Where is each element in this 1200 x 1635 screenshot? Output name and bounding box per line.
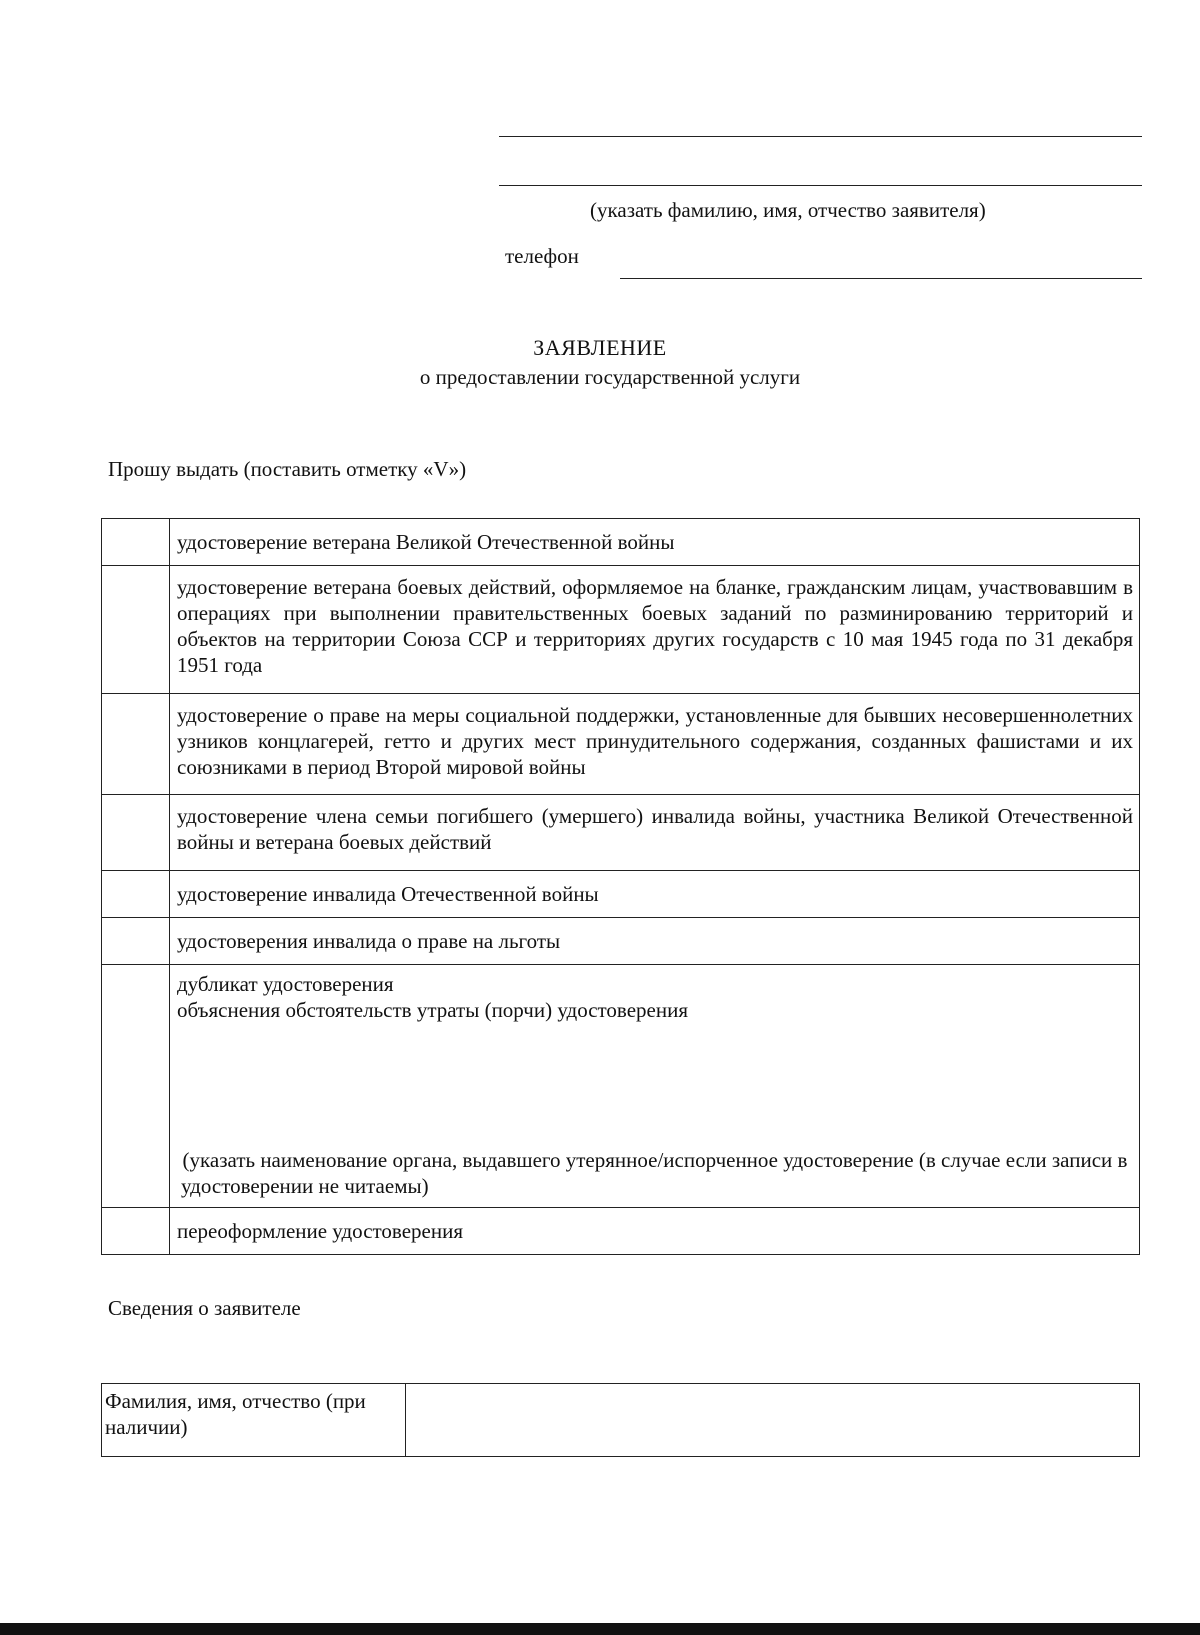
- option-row: [102, 694, 1140, 795]
- option-label: удостоверение ветерана боевых действий, оформляемое на бланке, гражданским лицам, участвовавшим в операциях при выполнении правительственных боевых заданий по разминированию территорий и объектов на территории Союза ССР и территориях других государств с 10 мая 1945 года по 31 декабря 1951 года: [170, 566, 1140, 694]
- applicant-fio-label: Фамилия, имя, отчество (при наличии): [102, 1384, 406, 1457]
- option-checkbox-veteran-wwii[interactable]: [102, 519, 170, 566]
- option-label: переоформление удостоверения: [170, 1208, 1140, 1255]
- document-subtitle: о предоставлении государственной услуги: [419, 365, 801, 389]
- option-label: удостоверение инвалида Отечественной войны: [170, 871, 1140, 918]
- option-label: удостоверение ветерана Великой Отечественной войны: [170, 519, 1140, 566]
- option-row: [102, 519, 1140, 566]
- applicant-name-line-2[interactable]: [499, 185, 1142, 186]
- option-row: [102, 918, 1140, 965]
- applicant-section-heading: Сведения о заявителе: [108, 1296, 301, 1320]
- duplicate-issuer-hint: (указать наименование органа, выдавшего утерянное/испорченное удостоверение (в случае если записи в удостоверении не читаемы): [181, 1148, 1128, 1198]
- duplicate-explanation-label: объяснения обстоятельств утраты (порчи) удостоверения: [177, 998, 689, 1022]
- option-checkbox-duplicate[interactable]: [102, 965, 170, 1208]
- option-row-duplicate: [102, 965, 1140, 1208]
- applicant-fio-row: [102, 1384, 1140, 1457]
- option-checkbox-invalid-benefits[interactable]: [102, 918, 170, 965]
- option-row: [102, 871, 1140, 918]
- option-label: удостоверение члена семьи погибшего (умершего) инвалида войны, участника Великой Отечественной войны и ветерана боевых действий: [170, 795, 1140, 871]
- request-intro: Прошу выдать (поставить отметку «V»): [108, 457, 467, 481]
- option-checkbox-former-prisoners[interactable]: [102, 694, 170, 795]
- option-checkbox-family-member[interactable]: [102, 795, 170, 871]
- option-label: удостоверения инвалида о праве на льготы: [170, 918, 1140, 965]
- applicant-name-hint: (указать фамилию, имя, отчество заявителя): [590, 198, 986, 222]
- document-title: ЗАЯВЛЕНИЕ: [533, 335, 667, 360]
- option-label: удостоверение о праве на меры социальной поддержки, установленные для бывших несовершеннолетних узников концлагерей, гетто и других мест принудительного содержания, созданных фашистами и их союзниками в период Второй мировой войны: [170, 694, 1140, 795]
- phone-line[interactable]: [620, 278, 1142, 279]
- option-row: [102, 795, 1140, 871]
- scan-edge: [0, 1623, 1200, 1635]
- option-checkbox-combat-veteran[interactable]: [102, 566, 170, 694]
- applicant-name-line-1[interactable]: [499, 136, 1142, 137]
- option-row: [102, 1208, 1140, 1255]
- phone-label: телефон: [505, 244, 579, 268]
- certificate-options-table: [101, 518, 1140, 1255]
- option-checkbox-war-invalid[interactable]: [102, 871, 170, 918]
- applicant-fio-input[interactable]: [406, 1384, 1140, 1457]
- duplicate-label: дубликат удостоверения: [177, 972, 394, 996]
- option-row: [102, 566, 1140, 694]
- option-checkbox-reissue[interactable]: [102, 1208, 170, 1255]
- applicant-info-table: [101, 1383, 1140, 1457]
- duplicate-cell[interactable]: [170, 965, 1140, 1208]
